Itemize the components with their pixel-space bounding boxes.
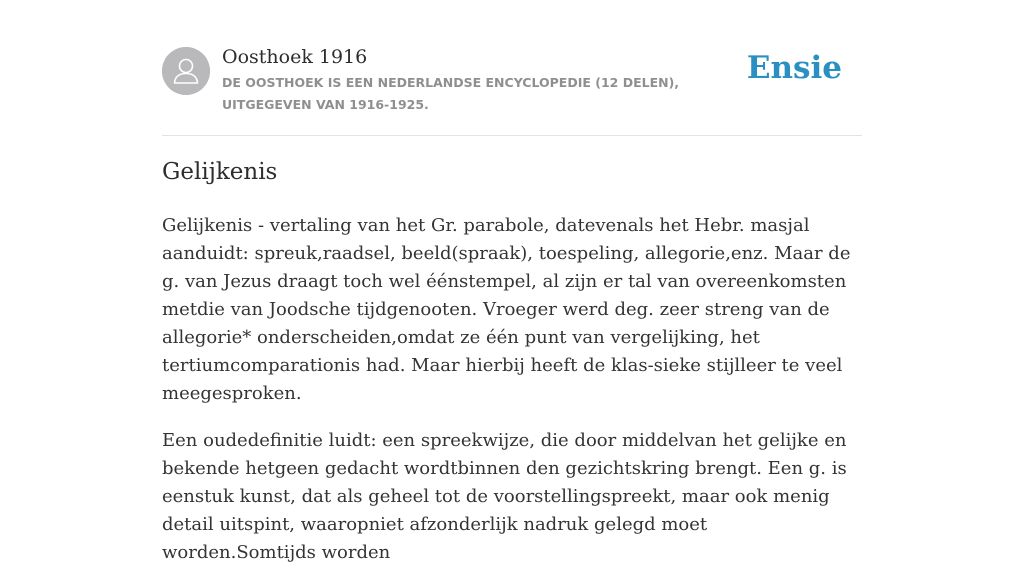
entry-title: Gelijkenis bbox=[162, 159, 278, 185]
article-body bbox=[162, 212, 862, 586]
user-icon bbox=[162, 47, 210, 95]
source-title[interactable]: Oosthoek 1916 bbox=[222, 46, 368, 68]
article-paragraph: Gelijkenis - vertaling van het Gr. parabole, datevenals het Hebr. masjal aanduidt: spreuk,raadsel, beeld(spraak), toespeling, allegorie,enz. Maar de g. van Jezus draagt toch wel éénstempel, al zijn er tal van overeenkomsten metdie van Joodsche tijdgenooten. Vroeger werd deg. zeer streng van de allegorie* onderscheiden,omdat ze één punt van vergelijking, het tertiumcomparationis had. Maar hierbij heeft de klas-sieke stijlleer te veel meegesproken. bbox=[162, 215, 851, 404]
header-divider bbox=[162, 135, 862, 136]
article-paragraph: Een oudedefinitie luidt: een spreekwijze, die door middelvan het gelijke en bekende hetgeen gedacht wordtbinnen den gezichtskring brengt. Een g. is eenstuk kunst, dat als geheel tot de voorstellingspreekt, maar ook menig detail uitspint, waaropniet afzonderlijk nadruk gelegd moet worden.Somtijds worden bbox=[162, 430, 847, 563]
source-description: DE OOSTHOEK IS EEN NEDERLANDSE ENCYCLOPEDIE (12 DELEN), UITGEGEVEN VAN 1916-1925. bbox=[222, 75, 680, 112]
ensie-logo-link[interactable]: Ensie bbox=[746, 50, 842, 86]
